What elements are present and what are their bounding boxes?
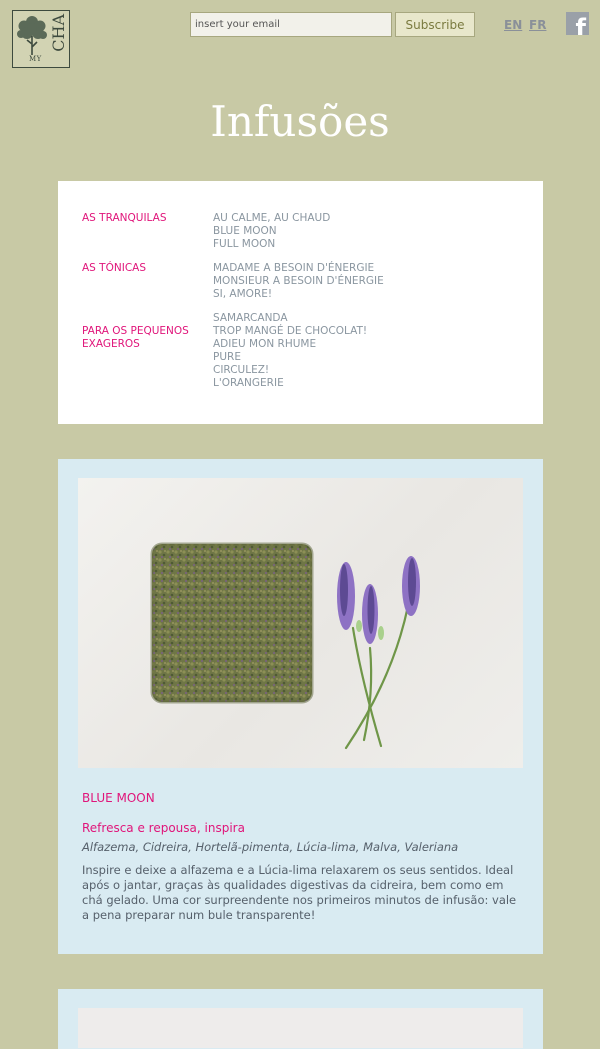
- menu-item-link[interactable]: MADAME A BESOIN D'ÉNERGIE: [213, 262, 375, 274]
- logo-cha-text: CHA: [49, 14, 68, 52]
- product-description: Inspire e deixe a alfazema e a Lúcia-lima relaxarem os seus sentidos. Ideal após o jantar, graças às qualidades digestivas da cidreira, bem como em chá gelado. Uma cor surpreendente nos primeiros minutos de infusão: vale a pena preparar num bule transparente!: [82, 863, 517, 922]
- next-product-card: [58, 989, 543, 1049]
- tea-leaves-and-lavender-illustration: [78, 478, 523, 768]
- menu-item-list: [213, 312, 513, 390]
- category-menu: [58, 181, 543, 424]
- product-photo: [78, 478, 523, 768]
- menu-item-link[interactable]: FULL MOON: [213, 238, 276, 250]
- menu-category-label: PARA OS PEQUENOS EXAGEROS: [82, 325, 189, 350]
- facebook-link[interactable]: [566, 12, 589, 35]
- menu-item-link[interactable]: L'ORANGERIE: [213, 377, 284, 389]
- product-name: BLUE MOON: [82, 791, 155, 805]
- product-ingredients: Alfazema, Cidreira, Hortelã-pimenta, Lúcia-lima, Malva, Valeriana: [82, 840, 459, 854]
- menu-item-link[interactable]: AU CALME, AU CHAUD: [213, 212, 331, 224]
- product-tagline: Refresca e repousa, inspira: [82, 821, 245, 835]
- menu-item-link[interactable]: SI, AMORE!: [213, 288, 273, 300]
- page-title: Infusões: [210, 97, 390, 146]
- menu-item-link[interactable]: PURE: [213, 351, 241, 363]
- product-card: [58, 459, 543, 954]
- logo-my-text: MY: [29, 55, 42, 63]
- menu-item-link[interactable]: CIRCULEZ!: [213, 364, 270, 376]
- menu-category-label: AS TRANQUILAS: [82, 212, 167, 224]
- mycha-logo[interactable]: [12, 10, 70, 68]
- language-fr-link[interactable]: FR: [529, 18, 547, 32]
- menu-item-link[interactable]: BLUE MOON: [213, 225, 277, 237]
- menu-item-list: [213, 262, 513, 301]
- menu-item-link[interactable]: ADIEU MON RHUME: [213, 338, 317, 350]
- facebook-icon: f: [575, 14, 586, 35]
- menu-category-label: AS TÓNICAS: [82, 262, 146, 274]
- menu-item-link[interactable]: TROP MANGÉ DE CHOCOLAT!: [213, 325, 368, 337]
- menu-item-link[interactable]: MONSIEUR A BESOIN D'ÉNERGIE: [213, 275, 384, 287]
- next-product-photo: [78, 1008, 523, 1048]
- email-input[interactable]: [190, 12, 392, 37]
- language-en-link[interactable]: EN: [504, 18, 523, 32]
- menu-item-link[interactable]: SAMARCANDA: [213, 312, 288, 324]
- tree-icon: [15, 14, 49, 56]
- menu-item-list: [213, 212, 513, 251]
- subscribe-button[interactable]: Subscribe: [395, 12, 475, 37]
